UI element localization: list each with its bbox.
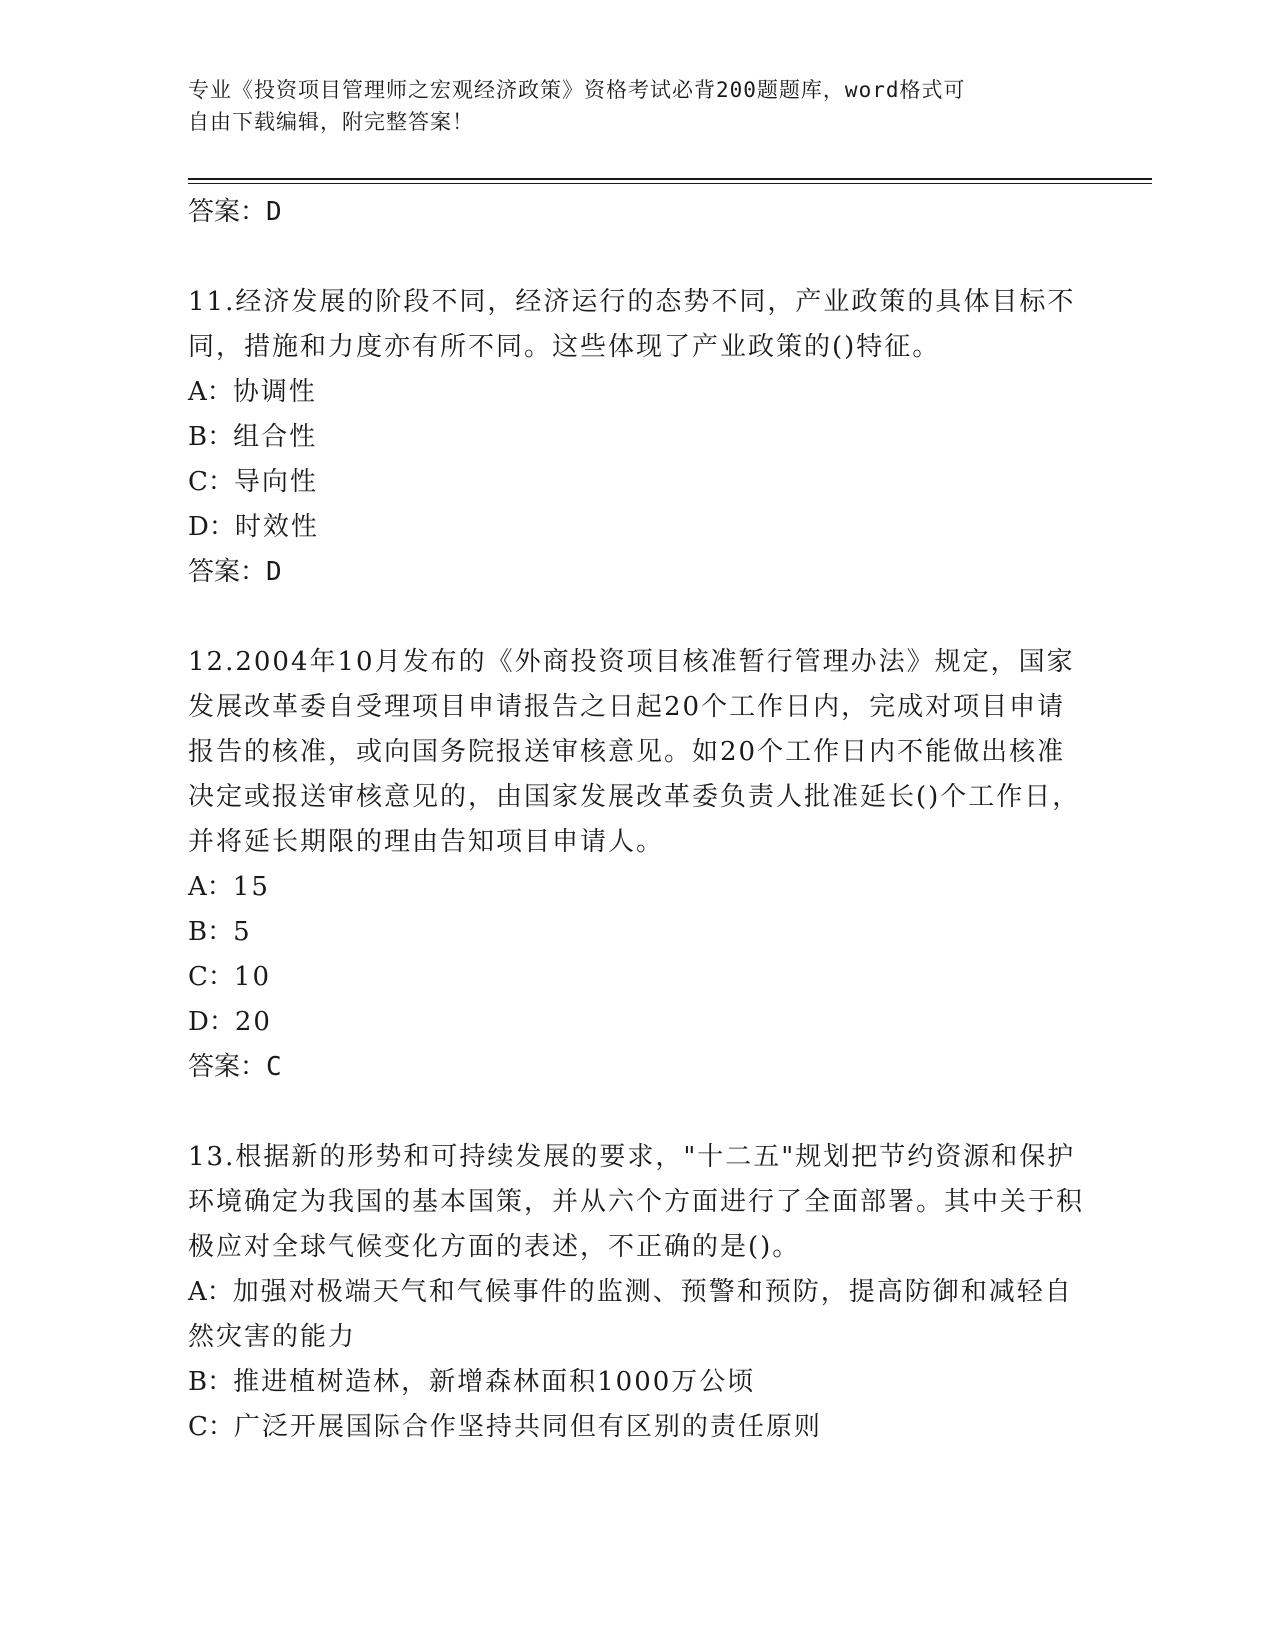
header-rule-thin: [188, 183, 1152, 184]
option-label: C：: [188, 962, 234, 992]
question-text: 12.2004年10月发布的《外商投资项目核准暂行管理办法》规定，国家发展改革委自受理项目申请报告之日起20个工作日内，完成对项目申请报告的核准，或向国务院报送审核意见。如20个工作日内不能做出核准决定或报送审核意见的，由国家发展改革委负责人批准延长()个工作日，并将延长期限的理由告知项目申请人。: [188, 647, 1081, 857]
answer-line: 答案：C: [188, 1052, 282, 1082]
option-text: 协调性: [232, 377, 317, 407]
option-text: 推进植树造林，新增森林面积1000万公顷: [233, 1367, 756, 1397]
option-a: [188, 865, 1088, 910]
answer-line: 答案：D: [188, 557, 282, 587]
option-a: [188, 1270, 1088, 1360]
option-d: [188, 505, 1088, 550]
option-text: 10: [233, 962, 271, 992]
option-c: [188, 955, 1088, 1000]
option-label: A：: [188, 377, 233, 407]
header-rule-thick: [188, 178, 1152, 180]
option-b: [188, 1360, 1088, 1405]
option-text: 5: [233, 917, 252, 947]
question-text: 13.根据新的形势和可持续发展的要求，"十二五"规划把节约资源和保护环境确定为我国的基本国策，并从六个方面进行了全面部署。其中关于积极应对全球气候变化方面的表述，不正确的是()。: [188, 1142, 1085, 1262]
option-label: D：: [188, 1007, 235, 1037]
option-label: C：: [188, 1412, 234, 1442]
option-label: A：: [188, 1277, 233, 1307]
option-label: D：: [188, 512, 235, 542]
question-list: [188, 190, 1088, 1450]
option-text: 20: [234, 1007, 272, 1037]
question-11: [188, 280, 1088, 594]
option-label: B：: [188, 1367, 234, 1397]
question-13: [188, 1135, 1088, 1450]
answer-line: 答案：D: [188, 197, 282, 227]
option-text: 时效性: [234, 512, 319, 542]
option-a: [188, 370, 1088, 415]
option-text: 组合性: [233, 422, 318, 452]
option-label: C：: [188, 467, 234, 497]
question-12: [188, 640, 1088, 1089]
option-label: B：: [188, 917, 234, 947]
option-label: B：: [188, 422, 234, 452]
option-d: [188, 1000, 1088, 1045]
option-text: 加强对极端天气和气候事件的监测、预警和预防，提高防御和减轻自然灾害的能力: [188, 1277, 1073, 1352]
option-c: [188, 460, 1088, 505]
option-b: [188, 415, 1088, 460]
option-b: [188, 910, 1088, 955]
option-text: 15: [232, 872, 270, 902]
option-text: 广泛开展国际合作坚持共同但有区别的责任原则: [233, 1412, 822, 1442]
page-header: [188, 74, 1068, 138]
question-text: 11.经济发展的阶段不同，经济运行的态势不同，产业政策的具体目标不同，措施和力度亦有所不同。这些体现了产业政策的()特征。: [188, 287, 1076, 362]
header-line-1: 专业《投资项目管理师之宏观经济政策》资格考试必背200题题库，word格式可: [188, 78, 966, 102]
header-line-2: 自由下载编辑，附完整答案！: [188, 110, 474, 134]
option-label: A：: [188, 872, 233, 902]
option-c: [188, 1405, 1088, 1450]
option-text: 导向性: [233, 467, 318, 497]
